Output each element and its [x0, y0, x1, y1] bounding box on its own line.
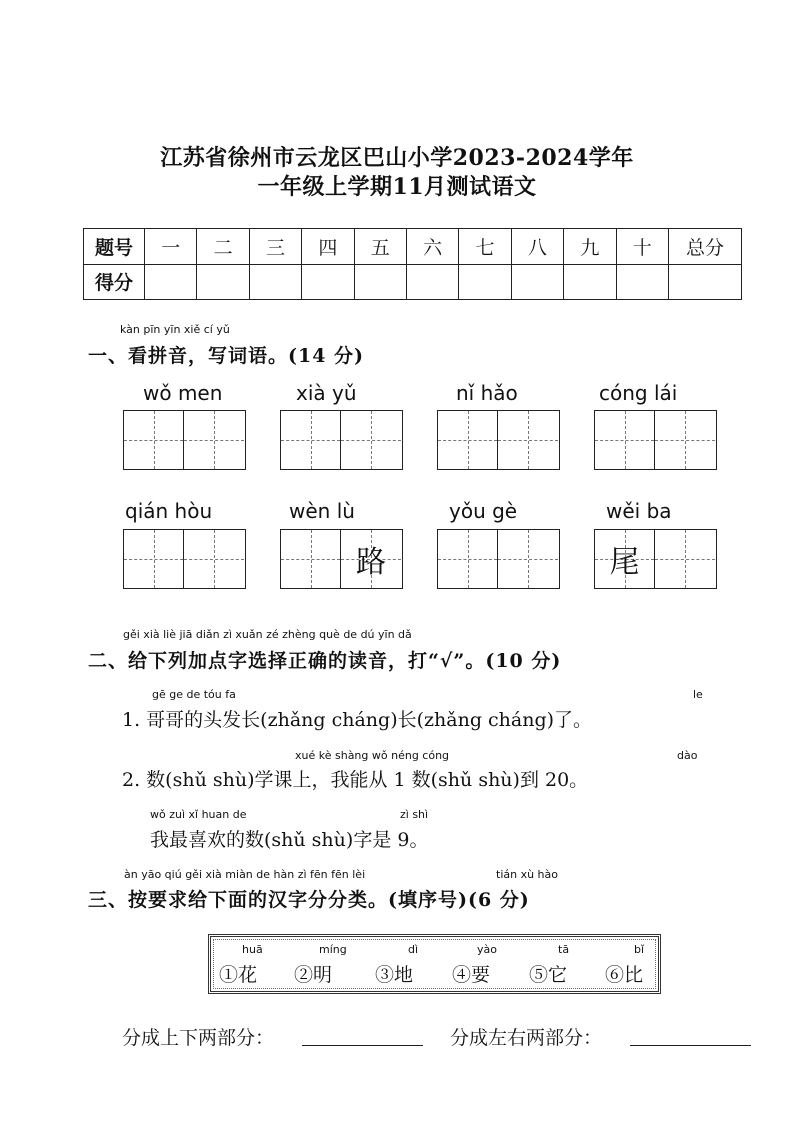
- option-pinyin: míng: [319, 943, 347, 956]
- score-table: [83, 228, 742, 300]
- section3-title: 三、按要求给下面的汉字分分类。(填序号)(6 分): [88, 889, 530, 911]
- score-table-header-row: [84, 229, 742, 265]
- option-pinyin: bǐ: [634, 943, 645, 956]
- answer-blank-top-bottom[interactable]: [302, 1045, 423, 1046]
- word-pinyin: yǒu gè: [449, 499, 518, 523]
- score-cell[interactable]: [249, 264, 301, 300]
- grid-cell[interactable]: [184, 411, 244, 469]
- word-pinyin: wèn lù: [289, 499, 355, 523]
- score-table-row-label: 题号: [84, 229, 145, 265]
- section2-title: 二、给下列加点字选择正确的读音，打“√”。(10 分): [88, 650, 562, 672]
- grid-cell[interactable]: [438, 530, 498, 588]
- writing-grid[interactable]: [594, 529, 717, 589]
- writing-grid[interactable]: [123, 410, 246, 470]
- writing-grid[interactable]: [594, 410, 717, 470]
- score-table-row-label: 得分: [84, 264, 145, 300]
- q2b-pinyin-mid: zì shì: [400, 808, 429, 821]
- character-options-box: [208, 934, 661, 994]
- score-table-column: 十: [616, 229, 668, 265]
- blank2-label: 分成左右两部分：: [450, 1027, 603, 1049]
- option-character: ⑤它: [529, 964, 568, 986]
- score-table-column: 三: [249, 229, 301, 265]
- grid-cell[interactable]: [498, 411, 558, 469]
- word-pinyin: nǐ hǎo: [456, 381, 518, 405]
- score-cell[interactable]: [197, 264, 249, 300]
- score-cell[interactable]: [511, 264, 563, 300]
- answer-blank-left-right[interactable]: [630, 1045, 751, 1046]
- q1-pinyin: gē ge de tóu fa: [152, 688, 236, 701]
- blank1-label: 分成上下两部分：: [122, 1027, 275, 1049]
- score-table-column: 六: [406, 229, 458, 265]
- writing-grid[interactable]: [437, 529, 560, 589]
- score-table-column: 四: [302, 229, 354, 265]
- option-character: ④要: [452, 964, 491, 986]
- word-pinyin: cóng lái: [599, 381, 678, 405]
- section2-title-pinyin: gěi xià liè jiā diǎn zì xuǎn zé zhèng què de dú yīn dǎ: [123, 628, 412, 641]
- writing-grid[interactable]: [437, 410, 560, 470]
- grid-cell[interactable]: [124, 530, 184, 588]
- grid-cell[interactable]: [281, 530, 341, 588]
- word-pinyin: wěi ba: [606, 499, 672, 523]
- grid-cell[interactable]: [184, 530, 244, 588]
- q2-pinyin: xué kè shàng wǒ néng cóng: [295, 749, 450, 762]
- question-1: 1. 哥哥的头发长(zhǎng cháng)长(zhǎng cháng)了。: [122, 709, 593, 731]
- grid-cell[interactable]: 路: [341, 530, 401, 588]
- score-table-column: 七: [459, 229, 511, 265]
- score-table-column: 二: [197, 229, 249, 265]
- option-character: ③地: [375, 964, 414, 986]
- writing-grid[interactable]: [280, 529, 403, 589]
- score-cell[interactable]: [564, 264, 616, 300]
- grid-cell[interactable]: [341, 411, 401, 469]
- score-cell[interactable]: [669, 264, 742, 300]
- score-table-column: 五: [354, 229, 406, 265]
- grid-cell[interactable]: [655, 530, 715, 588]
- option-pinyin: yào: [477, 943, 497, 956]
- grid-cell[interactable]: [438, 411, 498, 469]
- option-character: ①花: [219, 964, 258, 986]
- q2b-pinyin: wǒ zuì xǐ huan de: [150, 808, 247, 821]
- score-cell[interactable]: [145, 264, 197, 300]
- exam-title-line1: 江苏省徐州市云龙区巴山小学2023-2024学年: [160, 145, 634, 171]
- section3-title-pinyin: àn yāo qiú gěi xià miàn de hàn zì fēn fēn lèi: [124, 868, 366, 881]
- grid-cell[interactable]: [595, 411, 655, 469]
- score-table-column: 一: [145, 229, 197, 265]
- option-pinyin: dì: [408, 943, 419, 956]
- writing-grid[interactable]: [280, 410, 403, 470]
- score-cell[interactable]: [354, 264, 406, 300]
- score-cell[interactable]: [616, 264, 668, 300]
- grid-cell[interactable]: [655, 411, 715, 469]
- word-pinyin: wǒ men: [143, 381, 223, 405]
- score-table-column: 八: [511, 229, 563, 265]
- word-pinyin: qián hòu: [125, 499, 213, 523]
- word-pinyin: xià yǔ: [296, 381, 357, 405]
- q2-pinyin-end: dào: [677, 749, 698, 762]
- grid-cell[interactable]: 尾: [595, 530, 655, 588]
- score-table-column: 九: [564, 229, 616, 265]
- option-character: ②明: [294, 964, 333, 986]
- q1-pinyin-end: le: [693, 688, 703, 701]
- writing-grid[interactable]: [123, 529, 246, 589]
- score-table-score-row: [84, 264, 742, 300]
- section1-title-pinyin: kàn pīn yīn xiě cí yǔ: [120, 323, 230, 336]
- score-table-column: 总分: [669, 229, 742, 265]
- grid-cell[interactable]: [498, 530, 558, 588]
- score-cell[interactable]: [406, 264, 458, 300]
- exam-title-line2: 一年级上学期11月测试语文: [257, 174, 537, 200]
- score-cell[interactable]: [459, 264, 511, 300]
- section3-title-pinyin-end: tián xù hào: [496, 868, 558, 881]
- option-character: ⑥比: [605, 964, 644, 986]
- question-2-continued: 我最喜欢的数(shǔ shù)字是 9。: [150, 829, 429, 851]
- grid-cell[interactable]: [281, 411, 341, 469]
- grid-cell[interactable]: [124, 411, 184, 469]
- score-cell[interactable]: [302, 264, 354, 300]
- option-pinyin: tā: [558, 943, 570, 956]
- section1-title: 一、看拼音，写词语。(14 分): [88, 345, 365, 367]
- option-pinyin: huā: [242, 943, 263, 956]
- question-2: 2. 数(shǔ shù)学课上，我能从 1 数(shǔ shù)到 20。: [122, 769, 589, 791]
